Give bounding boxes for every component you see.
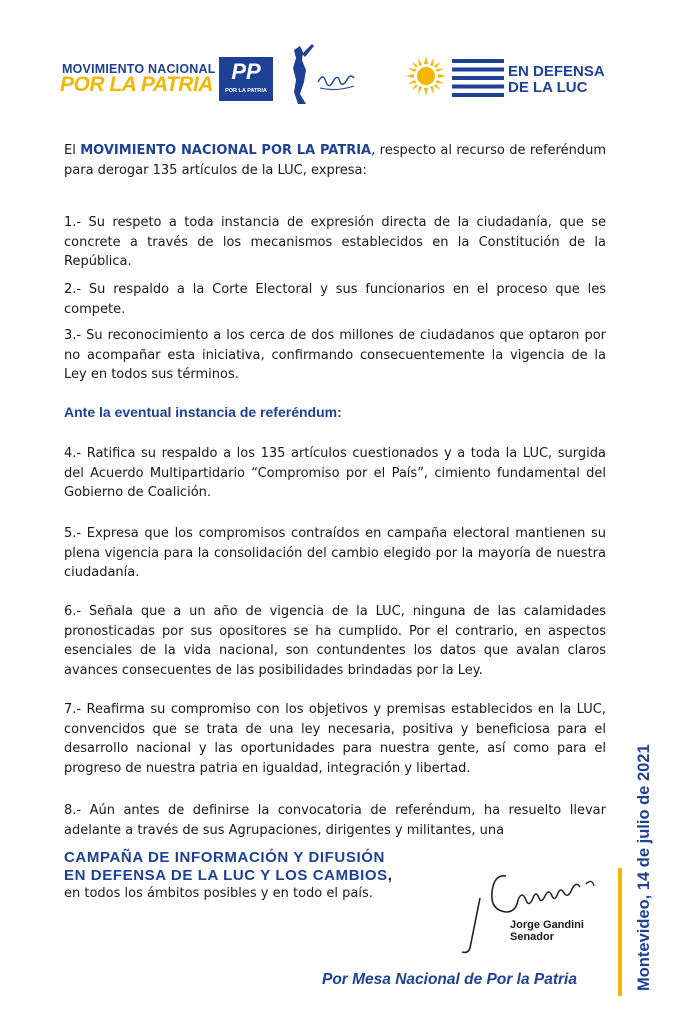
pp-logo-caption: POR LA PATRIA <box>225 88 267 94</box>
signature-title: Senador <box>510 931 555 943</box>
statue-figure-icon <box>280 42 360 106</box>
pp-logo-letters: PP <box>231 59 261 84</box>
point-3: 3.- Su reconocimiento a los cerca de dos millones de ciudadanos que optaron por no acompañar esta iniciativa, confirmando consecuentemente la vigencia de la Ley en todos sus términos. <box>64 328 606 382</box>
campaign-title-line2 <box>64 867 393 885</box>
point-8: 8.- Aún antes de definirse la convocatoria de referéndum, ha resuelto llevar adelante a través de sus Agrupaciones, dirigentes y militantes, una <box>64 803 606 838</box>
movement-name-line2: POR LA PATRIA <box>60 73 213 96</box>
point-5: 5.- Expresa que los compromisos contraídos en campaña electoral mantienen su plena vigencia para la consolidación del cambio elegido por la mayoría de nuestra ciudadanía. <box>64 526 606 580</box>
intro-paragraph <box>64 141 606 180</box>
intro-movement-name: MOVIMIENTO NACIONAL POR LA PATRIA <box>80 143 372 158</box>
footer-divider <box>618 868 622 996</box>
handwritten-signature <box>458 868 608 960</box>
movement-name-line1: MOVIMIENTO NACIONAL <box>62 62 216 76</box>
point-6: 6.- Señala que a un año de vigencia de la LUC, ninguna de las calamidades pronosticadas por sus opositores se ha cumplido. Por el contrario, en aspectos esenciales de la vida nacional, son contundentes los datos que avalan claros avances consecuentes de las posibilidades brindadas por la Ley. <box>64 604 606 678</box>
intro-prefix: El <box>64 143 81 158</box>
flag-stripes-icon <box>452 59 504 97</box>
campaign-title-line2-text: EN DEFENSA DE LA LUC Y LOS CAMBIOS <box>64 867 388 884</box>
campaign-logo-line1: EN DEFENSA <box>508 63 605 80</box>
signature-block <box>510 919 584 943</box>
campaign-title-comma: , <box>387 867 393 884</box>
footer-date: Montevideo, 14 de julio de 2021 <box>635 744 653 991</box>
point-7: 7.- Reafirma su compromiso con los objetivos y premisas establecidos en la LUC, convencidos que se trata de una ley necesaria, positiva y beneficiosa para el desarrollo nacional y las oportunidades para nuestra gente, así como para el progreso de nuestra patria en igualdad, integración y libertad. <box>64 702 606 776</box>
point-2: 2.- Su respaldo a la Corte Electoral y sus funcionarios en el proceso que les compete. <box>64 282 606 317</box>
footer-organization: Por Mesa Nacional de Por la Patria <box>322 971 577 988</box>
closing-line: en todos los ámbitos posibles y en todo el país. <box>64 886 373 901</box>
campaign-title <box>64 849 393 885</box>
campaign-title-line1: CAMPAÑA DE INFORMACIÓN Y DIFUSIÓN <box>64 849 385 866</box>
intro-rest: , respecto al recurso de referéndum para derogar 135 artículos de la LUC, expresa: <box>64 143 606 178</box>
point-1: 1.- Su respeto a toda instancia de expresión directa de la ciudadanía, que se concrete a través de los mecanismos establecidos en la Constitución de la República. <box>64 215 606 269</box>
point-4: 4.- Ratifica su respaldo a los 135 artículos cuestionados y a toda la LUC, surgida del Acuerdo Multipartidario “Compromiso por el País”, cimiento fundamental del Gobierno de Coalición. <box>64 446 606 500</box>
campaign-logo-text <box>508 64 605 96</box>
campaign-logo-line2: DE LA LUC <box>508 79 588 96</box>
subheading: Ante la eventual instancia de referéndum: <box>64 404 342 420</box>
signature-name: Jorge Gandini <box>510 919 584 931</box>
sun-icon <box>406 56 446 96</box>
